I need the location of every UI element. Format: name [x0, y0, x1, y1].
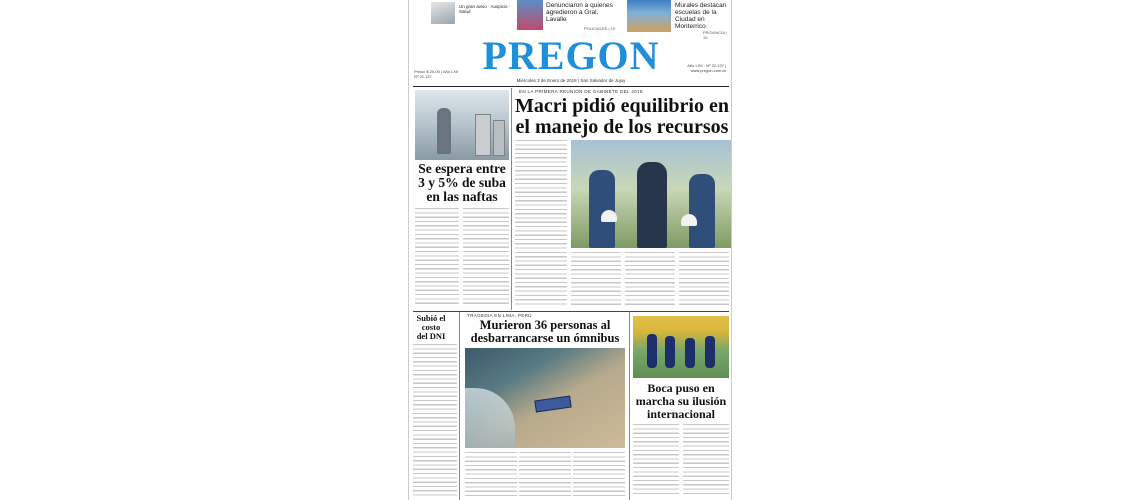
- bus-wreck-shape: [534, 396, 571, 413]
- lead-headline-line2: el manejo de los recursos: [515, 116, 729, 138]
- teaser-3-photo: [627, 0, 671, 32]
- lead-kicker: EN LA PRIMERA REUNIÓN DE GABINETE DEL 2018: [519, 89, 643, 94]
- dni-headline: [413, 314, 449, 341]
- lead-body-text-placeholder-4: [679, 252, 729, 308]
- teaser-2-photo: [517, 0, 543, 30]
- dni-headline-line1: Subió el: [416, 313, 446, 323]
- player-figure-4: [705, 336, 715, 368]
- fuel-attendant-figure: [437, 108, 451, 154]
- lead-body-text-placeholder-3: [625, 252, 675, 308]
- column-divider: [511, 88, 512, 310]
- player-figure-1: [647, 334, 657, 368]
- fuel-body-text-placeholder: [415, 208, 459, 304]
- fuel-body-text-placeholder-2: [463, 208, 509, 304]
- masthead-rule: [413, 86, 729, 87]
- dni-headline-line3: del DNI: [416, 331, 446, 341]
- person-figure-left: [589, 170, 615, 248]
- boca-body-text-placeholder: [633, 424, 679, 496]
- teaser-1-text: Un gran aviso · Auspicio · Salud: [459, 4, 511, 14]
- teaser-3-section: PROVINCIA | 15: [703, 30, 727, 40]
- dni-headline-line2: costo: [421, 322, 441, 332]
- newspaper-front-page: [408, 0, 732, 500]
- player-figure-3: [685, 338, 695, 368]
- fuel-headline-line3: en las naftas: [426, 189, 498, 204]
- teaser-1-photo: [431, 2, 455, 24]
- boca-headline-line2: marcha su ilusión: [635, 394, 727, 408]
- column-divider-2: [459, 312, 460, 500]
- peru-headline-line2: desbarrancarse un ómnibus: [470, 331, 620, 345]
- fuel-headline-line1: Se espera entre: [418, 161, 506, 176]
- boca-headline: [631, 382, 731, 421]
- boca-body-text-placeholder-2: [683, 424, 729, 496]
- peru-headline: [463, 319, 627, 345]
- boca-headline-line3: internacional: [647, 407, 715, 421]
- masthead-left-info: Precio $ 20,00 | Año LXII · Nº 22.137: [414, 69, 461, 79]
- boca-headline-line1: Boca puso en: [647, 381, 715, 395]
- teaser-2-headline: Denunciaron a quienes agredieron a Gral. Lavalle: [546, 2, 613, 23]
- lead-photo-macri: [571, 140, 731, 248]
- sea-foam-shape: [465, 388, 515, 448]
- lead-body-text-placeholder-2: [571, 252, 621, 308]
- masthead-title: PREGON: [482, 33, 660, 78]
- peru-headline-line1: Murieron 36 personas al: [479, 318, 611, 332]
- teaser-3-headline: Murales destacan escuelas de la Ciudad en Monterrico: [675, 2, 727, 30]
- peru-body-text-placeholder-2: [519, 452, 571, 496]
- column-divider-3: [629, 312, 630, 500]
- teaser-2-section: POLICIALES | 19: [584, 26, 616, 31]
- player-figure-2: [665, 336, 675, 368]
- fuel-headline: [413, 162, 511, 204]
- fuel-station-photo: [415, 90, 509, 160]
- lead-headline: [513, 96, 731, 138]
- peru-kicker: TRAGEDIA EN LIMA, PERÚ: [467, 313, 532, 318]
- dni-body-text-placeholder: [413, 344, 457, 496]
- white-helmet-shape-2: [681, 214, 697, 226]
- lead-headline-line1: Macri pidió equilibrio en: [515, 95, 729, 117]
- bus-accident-photo: [465, 348, 625, 448]
- white-helmet-shape: [601, 210, 617, 222]
- fuel-pump-shape: [475, 114, 491, 156]
- lead-body-text-placeholder: [515, 140, 567, 306]
- masthead-right-info: Año LXII · Nº 22.137 | www.pregon.com.ar: [687, 63, 726, 73]
- section-rule: [413, 311, 729, 312]
- masthead-dateline: Miércoles 3 de Enero de 2018 | San Salvador de Jujuy: [516, 78, 626, 83]
- fuel-headline-line2: 3 y 5% de suba: [418, 175, 506, 190]
- person-figure-right: [689, 174, 715, 248]
- peru-body-text-placeholder: [465, 452, 517, 496]
- person-figure-center: [637, 162, 667, 248]
- fuel-pump-shape-2: [493, 120, 505, 156]
- boca-training-photo: [633, 316, 729, 378]
- peru-body-text-placeholder-3: [573, 452, 625, 496]
